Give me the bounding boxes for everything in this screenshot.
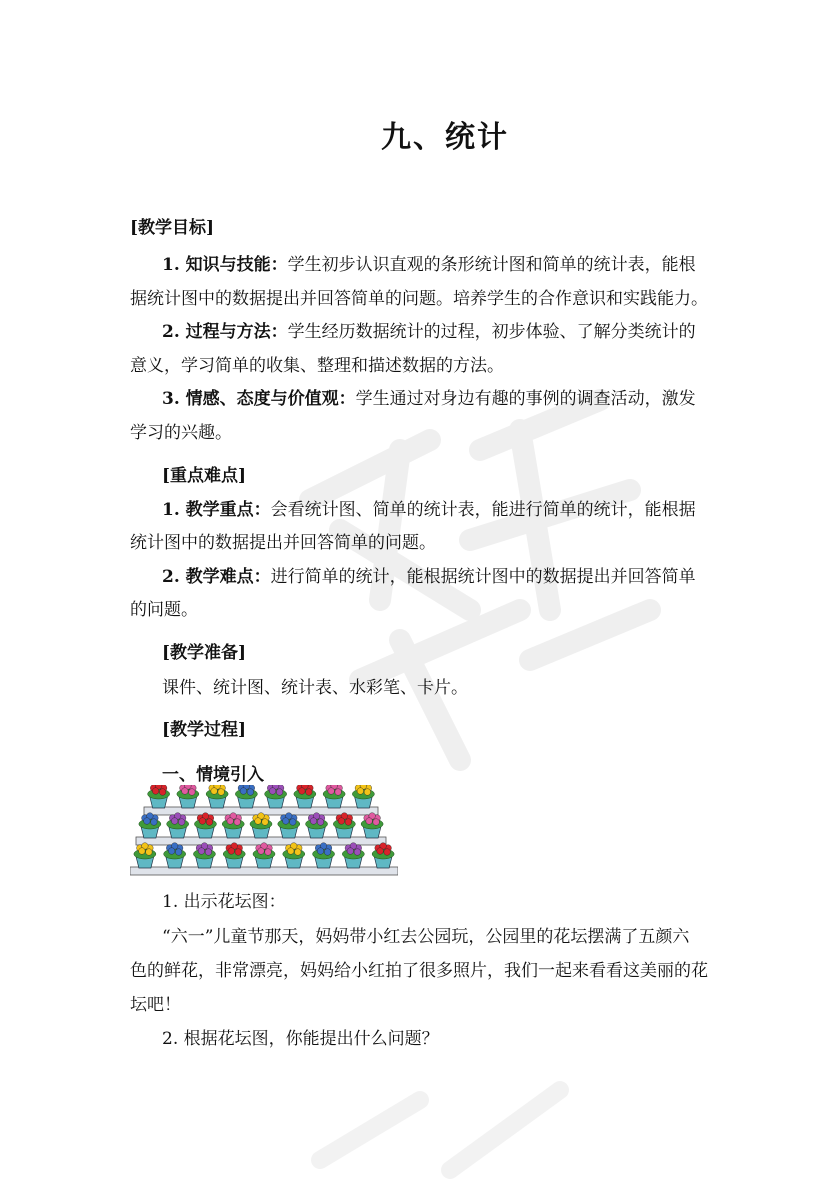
flower-pot <box>148 785 170 808</box>
flower-pot <box>283 843 305 868</box>
objective-2 <box>162 320 700 344</box>
process-heading: [教学过程] <box>162 720 247 740</box>
objective-2-text: 学生经历数据统计的过程，初步体验、了解分类统计的 <box>287 322 696 342</box>
key-point-2-text: 进行简单的统计，能根据统计图中的数据提出并回答简单 <box>270 567 696 587</box>
flower-pot <box>253 843 275 868</box>
flower-pot <box>323 785 345 808</box>
key-point-1-label: 1. 教学重点： <box>162 500 271 520</box>
flower-pot <box>352 785 374 808</box>
objective-3-label: 3. 情感、态度与价值观： <box>162 389 356 409</box>
flower-pot <box>164 843 186 868</box>
objective-1-label: 1. 知识与技能： <box>162 255 288 275</box>
key-point-2-cont: 的问题。 <box>130 600 198 620</box>
flower-pot <box>193 843 215 868</box>
flower-pot <box>206 785 228 808</box>
flowerbed-illustration <box>130 785 398 881</box>
flower-pot <box>313 843 335 868</box>
key-point-2 <box>162 565 700 589</box>
objective-3 <box>162 387 700 411</box>
flower-pot <box>177 785 199 808</box>
objective-1 <box>162 253 700 277</box>
flower-pot <box>294 785 316 808</box>
key-point-1-cont: 统计图中的数据提出并回答简单的问题。 <box>130 533 436 553</box>
objectives-heading: [教学目标] <box>130 218 215 238</box>
flower-pot <box>223 843 245 868</box>
objective-3-text: 学生通过对身边有趣的事例的调查活动，激发 <box>355 389 696 409</box>
flower-pot <box>361 813 383 838</box>
flower-pot <box>250 813 272 838</box>
flower-pot <box>194 813 216 838</box>
flower-pot <box>139 813 161 838</box>
page-title: 九、统计 <box>381 120 509 155</box>
flower-pot <box>333 813 355 838</box>
flower-pot <box>306 813 328 838</box>
key-point-1 <box>162 498 700 522</box>
story-line-3: 坛吧！ <box>130 995 181 1015</box>
objective-2-cont: 意义，学习简单的收集、整理和描述数据的方法。 <box>130 356 504 376</box>
flower-pot <box>342 843 364 868</box>
key-points-heading: [重点难点] <box>162 466 247 486</box>
objective-1-cont: 据统计图中的数据提出并回答简单的问题。培养学生的合作意识和实践能力。 <box>130 289 708 309</box>
story-line-2: 色的鲜花，非常漂亮，妈妈给小红拍了很多照片，我们一起来看看这美丽的花 <box>130 961 708 981</box>
flower-pot <box>222 813 244 838</box>
intro-heading: 一、情境引入 <box>162 765 264 785</box>
flower-pot <box>265 785 287 808</box>
flower-pot <box>235 785 257 808</box>
objective-2-label: 2. 过程与方法： <box>162 322 288 342</box>
step-2: 2. 根据花坛图，你能提出什么问题？ <box>162 1029 439 1049</box>
flower-pot <box>278 813 300 838</box>
objective-1-text: 学生初步认识直观的条形统计图和简单的统计表，能根 <box>287 255 696 275</box>
story-line-1: “六一”儿童节那天，妈妈带小红去公园玩，公园里的花坛摆满了五颜六 <box>162 927 690 947</box>
objective-3-cont: 学习的兴趣。 <box>130 423 232 443</box>
flower-pot <box>134 843 156 868</box>
key-point-2-label: 2. 教学难点： <box>162 567 271 587</box>
preparation-text: 课件、统计图、统计表、水彩笔、卡片。 <box>162 678 468 698</box>
watermark-bottom <box>300 1060 600 1180</box>
flower-pot <box>372 843 394 868</box>
step-1: 1. 出示花坛图： <box>162 892 286 912</box>
key-point-1-text: 会看统计图、简单的统计表，能进行简单的统计，能根据 <box>270 500 696 520</box>
flower-pot <box>167 813 189 838</box>
preparation-heading: [教学准备] <box>162 643 247 663</box>
